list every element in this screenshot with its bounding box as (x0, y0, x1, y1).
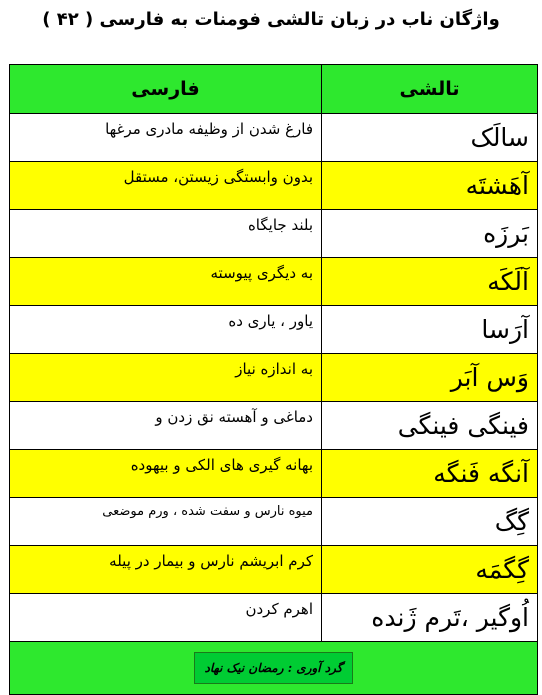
credit-label: گرد آوری : رمضان نیک نهاد (194, 652, 354, 684)
farsi-meaning: کرم ابریشم نارس و بیمار در پیله (10, 546, 322, 594)
farsi-meaning: میوه نارس و سفت شده ، ورم موضعی (10, 498, 322, 546)
talishi-word: اُوگیر ،تَرم ژَنده (322, 594, 538, 642)
talishi-word: آرَسا (322, 306, 538, 354)
vocabulary-table (9, 64, 538, 695)
talishi-word: آلَکَه (322, 258, 538, 306)
farsi-meaning: اهرم کردن (10, 594, 322, 642)
table-row (10, 402, 538, 450)
table-row (10, 546, 538, 594)
table-row (10, 498, 538, 546)
header-farsi: فارسی (10, 65, 322, 114)
table-row (10, 450, 538, 498)
table-footer-row (10, 642, 538, 695)
talishi-word: آنگه فَنگه (322, 450, 538, 498)
table-row (10, 594, 538, 642)
talishi-word: آهَشتَه (322, 162, 538, 210)
table-row (10, 210, 538, 258)
farsi-meaning: بدون وابستگی زیستن، مستقل (10, 162, 322, 210)
talishi-word: گِگ (322, 498, 538, 546)
table-row (10, 258, 538, 306)
farsi-meaning: بلند جایگاه (10, 210, 322, 258)
header-talishi: تالشی (322, 65, 538, 114)
footer-cell (10, 642, 538, 695)
farsi-meaning: به دیگری پیوسته (10, 258, 322, 306)
table-row (10, 354, 538, 402)
talishi-word: سالَک (322, 114, 538, 162)
table-row (10, 114, 538, 162)
farsi-meaning: یاور ، یاری ده (10, 306, 322, 354)
farsi-meaning: دماغی و آهسته نق زدن و (10, 402, 322, 450)
table-row (10, 306, 538, 354)
farsi-meaning: بهانه گیری های الکی و بیهوده (10, 450, 322, 498)
talishi-word: وَس آبَر (322, 354, 538, 402)
table-header-row (10, 65, 538, 114)
talishi-word: فینگی فینگی (322, 402, 538, 450)
farsi-meaning: به اندازه نیاز (10, 354, 322, 402)
table-row (10, 162, 538, 210)
farsi-meaning: فارغ شدن از وظیفه مادری مرغها (10, 114, 322, 162)
talishi-word: گِگمَه (322, 546, 538, 594)
page-title: واژگان ناب در زبان تالشی فومنات به فارسی ( ۴۲ ) (42, 9, 500, 30)
talishi-word: بَرزَه (322, 210, 538, 258)
